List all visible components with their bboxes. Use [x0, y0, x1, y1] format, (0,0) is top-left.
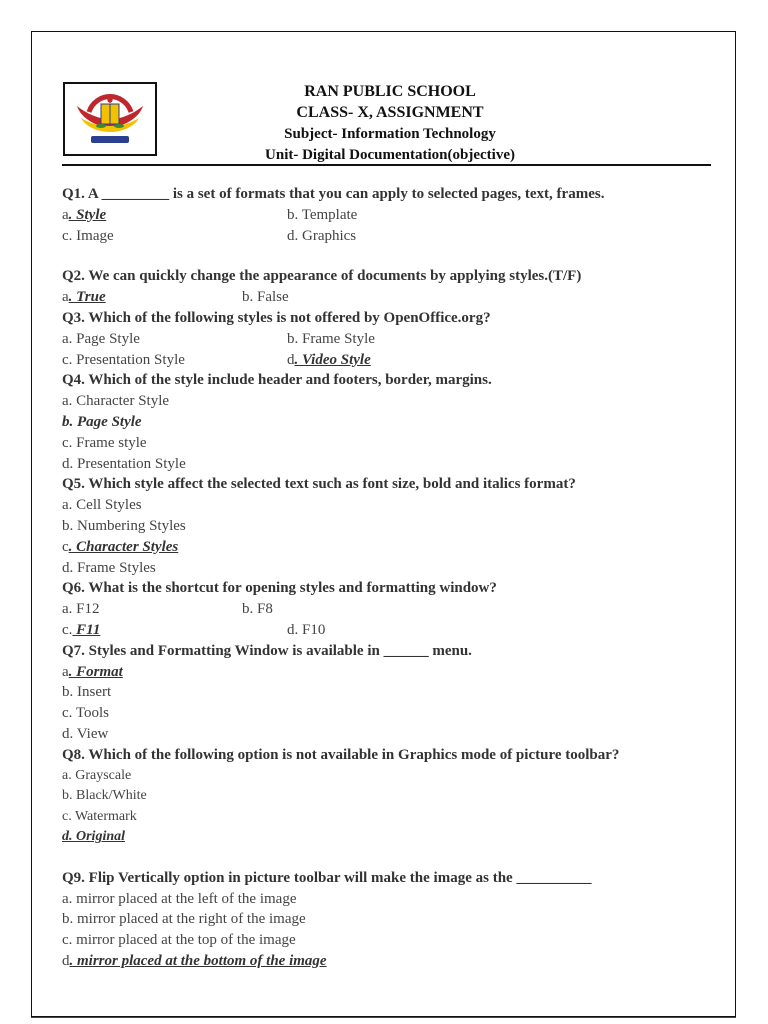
question-6: Q6. What is the shortcut for opening styles and formatting window? — [62, 580, 497, 597]
answer-highlight: b. Page Style — [62, 413, 142, 430]
header-rule — [62, 164, 711, 166]
q2-option-b: b. False — [242, 289, 289, 306]
q5-option-d: d. Frame Styles — [62, 559, 156, 576]
unit-line: Unit- Digital Documentation(objective) — [265, 147, 515, 163]
question-list — [62, 184, 732, 972]
q4-option-c: c. Frame style — [62, 434, 147, 451]
school-crest-icon — [71, 88, 149, 150]
question-9: Q9. Flip Vertically option in picture toolbar will make the image as the __________ — [62, 869, 592, 886]
question-8: Q8. Which of the following option is not available in Graphics mode of picture toolbar? — [62, 746, 620, 763]
answer-highlight: . Style — [68, 206, 107, 223]
question-3: Q3. Which of the following styles is not offered by OpenOffice.org? — [62, 309, 491, 326]
q4-option-d: d. Presentation Style — [62, 455, 186, 472]
q9-option-a: a. mirror placed at the left of the image — [62, 890, 297, 907]
q2-option-a: a. True — [62, 289, 106, 306]
class-line: CLASS- X, ASSIGNMENT — [296, 104, 484, 121]
bottom-rule — [31, 1017, 736, 1018]
answer-highlight: . Video Style — [294, 351, 371, 368]
q6-option-d: d. F10 — [287, 621, 326, 638]
document-header — [160, 81, 620, 166]
question-2: Q2. We can quickly change the appearance of documents by applying styles.(T/F) — [62, 268, 582, 285]
q5-option-b: b. Numbering Styles — [62, 517, 186, 534]
q8-option-c: c. Watermark — [62, 808, 137, 824]
q5-option-c: c. Character Styles — [62, 538, 179, 555]
q4-option-a: a. Character Style — [62, 393, 170, 410]
q8-option-d — [62, 827, 732, 848]
q5-option-a: a. Cell Styles — [62, 497, 142, 514]
answer-highlight: . mirror placed at the bottom of the image — [69, 953, 327, 970]
question-5: Q5. Which style affect the selected text such as font size, bold and italics format? — [62, 476, 576, 493]
q3-option-a: a. Page Style — [62, 330, 140, 347]
question-7: Q7. Styles and Formatting Window is available in ______ menu. — [62, 642, 472, 659]
q2-options-row — [62, 287, 732, 308]
q1-options-row-2 — [62, 226, 732, 247]
q6-option-b: b. F8 — [242, 601, 273, 618]
q7-option-b: b. Insert — [62, 684, 112, 701]
q8-option-a: a. Grayscale — [62, 767, 132, 783]
q9-option-d: d. mirror placed at the bottom of the image — [62, 953, 327, 970]
q4-option-b — [62, 412, 732, 433]
q3-options-row-1 — [62, 329, 732, 350]
q3-options-row-2 — [62, 350, 732, 371]
answer-highlight: . Character Styles — [68, 538, 179, 555]
q3-option-b: b. Frame Style — [287, 330, 375, 347]
question-4: Q4. Which of the style include header and footers, border, margins. — [62, 372, 492, 389]
spacer — [62, 848, 732, 868]
spacer — [62, 246, 732, 266]
answer-highlight: F11 — [72, 621, 101, 638]
subject-line: Subject- Information Technology — [284, 126, 496, 142]
answer-highlight: . True — [68, 289, 106, 306]
q9-option-b: b. mirror placed at the right of the image — [62, 911, 306, 928]
q3-option-c: c. Presentation Style — [62, 351, 185, 368]
answer-highlight: d. Original — [62, 829, 126, 845]
q1-options-row-1 — [62, 205, 732, 226]
q6-options-row-2 — [62, 620, 732, 641]
q1-option-c: c. Image — [62, 227, 114, 244]
question-1: Q1. A _________ is a set of formats that you can apply to selected pages, text, frames. — [62, 186, 605, 202]
q1-option-a: a. Style — [62, 206, 107, 223]
school-name: RAN PUBLIC SCHOOL — [304, 83, 476, 100]
answer-highlight: . Format — [68, 663, 123, 680]
q6-option-a: a. F12 — [62, 601, 100, 618]
q7-option-a: a. Format — [62, 663, 123, 680]
q6-option-c: c. F11 — [62, 621, 101, 638]
q7-option-d: d. View — [62, 725, 109, 742]
q7-option-c: c. Tools — [62, 705, 110, 722]
q3-option-d: d. Video Style — [287, 351, 371, 368]
school-logo — [63, 82, 157, 156]
q6-options-row-1 — [62, 599, 732, 620]
q1-option-b: b. Template — [287, 206, 358, 223]
q1-option-d: d. Graphics — [287, 227, 357, 244]
q9-option-c: c. mirror placed at the top of the image — [62, 932, 296, 949]
q8-option-b: b. Black/White — [62, 788, 147, 804]
